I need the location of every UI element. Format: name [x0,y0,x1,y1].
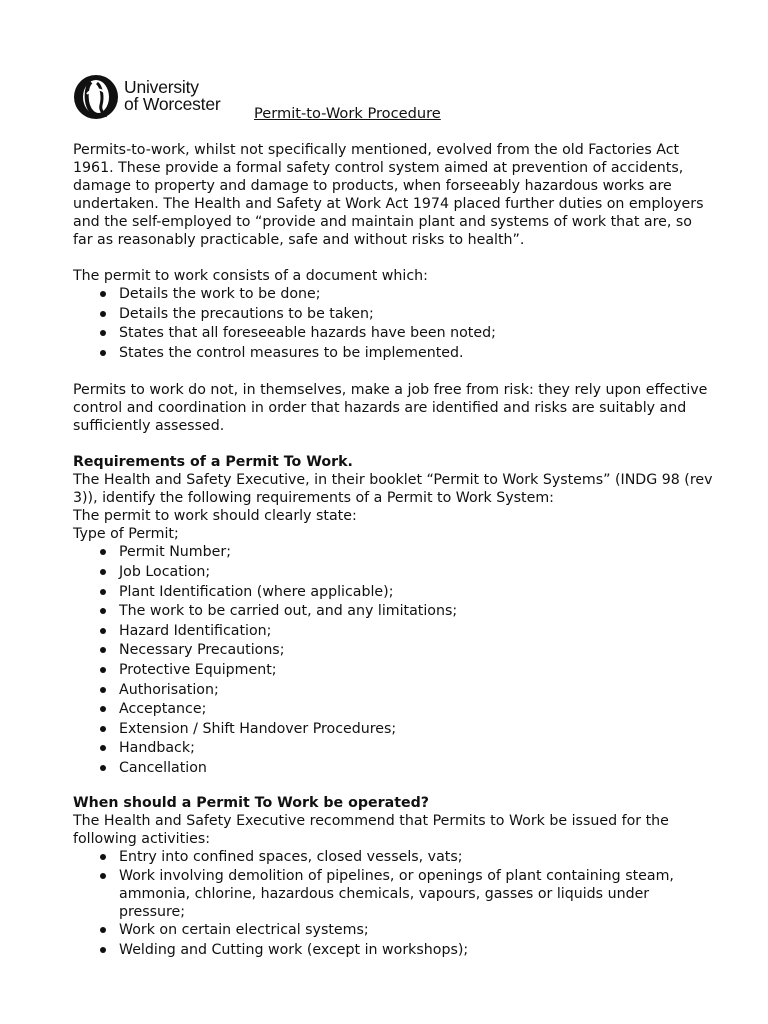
operated-intro: The Health and Safety Executive recommend that Permits to Work be issued for the following activities: [73,812,669,847]
requirements-text-2: The permit to work should clearly state: [73,508,357,525]
list-item: Handback; [73,739,713,759]
logo-line-1: University [124,77,199,97]
list-item: Details the precautions to be taken; [73,305,713,325]
list-item: Extension / Shift Handover Procedures; [73,720,713,740]
document-list [73,285,713,363]
list-item: States that all foreseeable hazards have been noted; [73,324,713,344]
list-item: Cancellation [73,759,713,779]
list-item: Permit Number; [73,543,713,563]
document-intro: The permit to work consists of a document which: [73,268,428,284]
requirements-text-1: The Health and Safety Executive, in their booklet “Permit to Work Systems” (INDG 98 (rev 3)), identify the following requirements of a Permit to Work System: [73,472,713,507]
requirements-heading: Requirements of a Permit To Work. [73,454,353,471]
list-item: Hazard Identification; [73,622,713,642]
list-item: Acceptance; [73,700,713,720]
university-logo-text [124,79,220,113]
intro-paragraph: Permits-to-work, whilst not specifically mentioned, evolved from the old Factories Act 1961. These provide a formal safety control system aimed at prevention of accidents, damage to property and damage to products, when forseeably hazardous works are undertaken. The Health and Safety at Work Act 1974 placed further duties on employers and the self-employed to “provide and maintain plant and systems of work that are, so far as reasonably practicable, safe and without risks to health”. [73,142,704,248]
logo-line-2: of Worcester [124,94,221,114]
risk-paragraph: Permits to work do not, in themselves, make a job free from risk: they rely upon effective control and coordination in order that hazards are identified and risks are suitably and sufficiently assessed. [73,382,708,435]
list-item: Necessary Precautions; [73,641,713,661]
requirements-text-3: Type of Permit; [73,526,179,543]
university-logo [72,70,232,124]
list-item: The work to be carried out, and any limitations; [73,602,713,622]
list-item: Work involving demolition of pipelines, or openings of plant containing steam, ammonia, chlorine, hazardous chemicals, vapours, gasses or liquids under pressure; [73,867,713,921]
document-body [73,141,713,960]
operated-list [73,848,713,961]
list-item: Protective Equipment; [73,661,713,681]
list-item: Job Location; [73,563,713,583]
university-logo-icon [72,70,126,124]
list-item: Work on certain electrical systems; [73,921,713,941]
document-title: Permit-to-Work Procedure [254,105,441,122]
list-item: Welding and Cutting work (except in workshops); [73,941,713,961]
list-item: Details the work to be done; [73,285,713,305]
requirements-list [73,543,713,778]
list-item: Plant Identification (where applicable); [73,583,713,603]
list-item: Entry into confined spaces, closed vessels, vats; [73,848,713,868]
operated-heading: When should a Permit To Work be operated? [73,794,430,811]
list-item: Authorisation; [73,681,713,701]
list-item: States the control measures to be implemented. [73,344,713,364]
